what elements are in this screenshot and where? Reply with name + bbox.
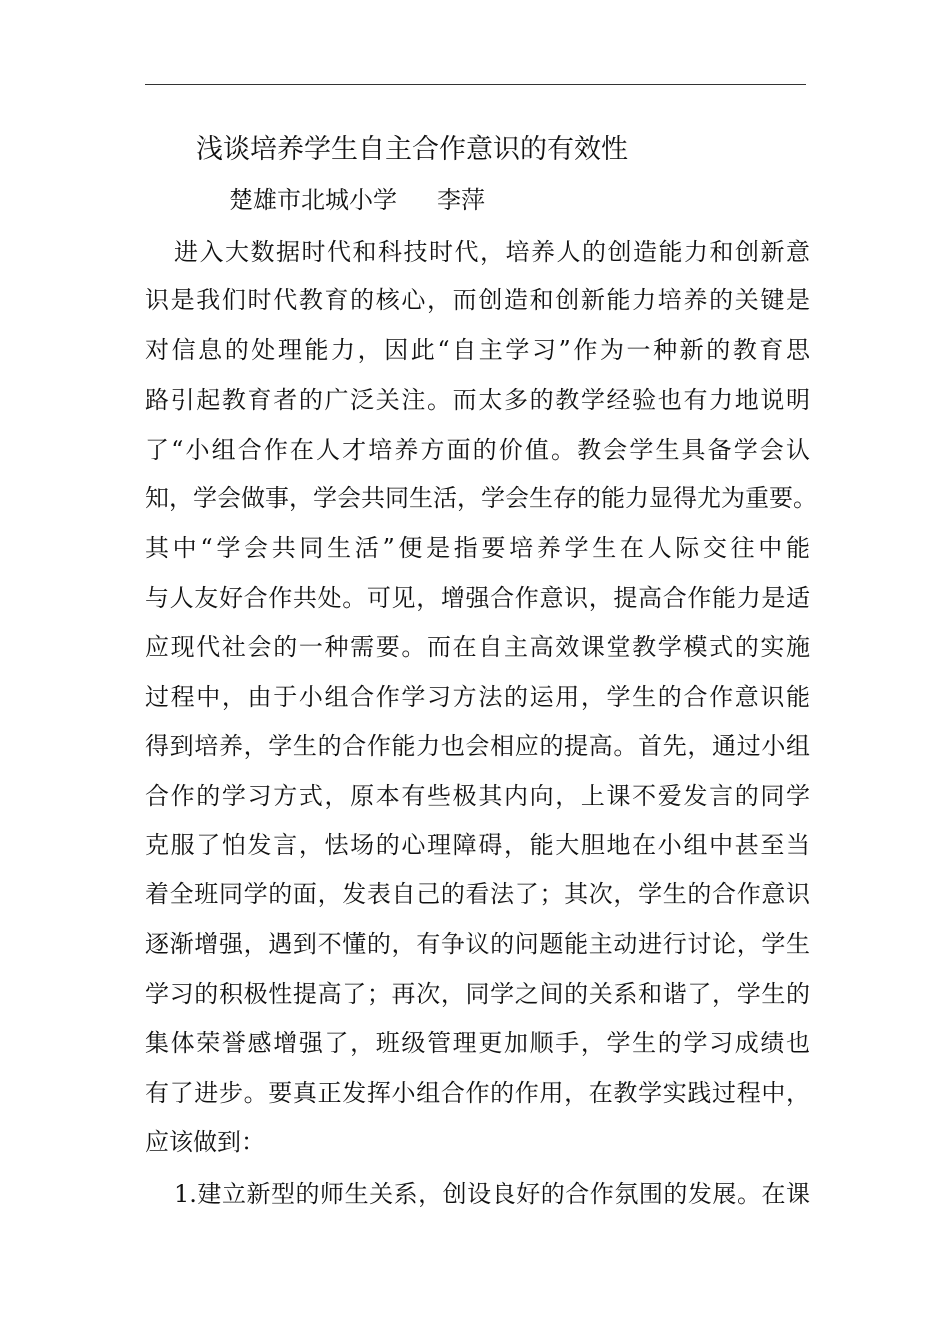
- body-line: 得到培养，学生的合作能力也会相应的提高。首先，通过小组: [145, 732, 810, 760]
- body-line: 其中“学会共同生活”便是指要培养学生在人际交往中能: [145, 534, 810, 562]
- school-name: 楚雄市北城小学: [229, 186, 397, 214]
- header-rule: [145, 84, 806, 85]
- body-line: 进入大数据时代和科技时代，培养人的创造能力和创新意: [174, 238, 810, 266]
- byline: [229, 180, 485, 220]
- body-line: 过程中，由于小组合作学习方法的运用，学生的合作意识能: [145, 683, 810, 711]
- body-line: 逐渐增强，遇到不懂的，有争议的问题能主动进行讨论，学生: [145, 930, 810, 958]
- body-line: 了“小组合作在人才培养方面的价值。教会学生具备学会认: [145, 436, 810, 464]
- body-line: 知，学会做事，学会共同生活，学会生存的能力显得尤为重要。: [145, 484, 817, 512]
- document-title: 浅谈培养学生自主合作意识的有效性: [196, 134, 628, 165]
- body-line: 克服了怕发言，怯场的心理障碍，能大胆地在小组中甚至当: [145, 831, 810, 859]
- body-line: 与人友好合作共处。可见，增强合作意识，提高合作能力是适: [145, 584, 810, 612]
- body-line: 识是我们时代教育的核心，而创造和创新能力培养的关键是: [145, 286, 810, 314]
- body-line: 有了进步。要真正发挥小组合作的作用，在教学实践过程中，: [145, 1079, 810, 1107]
- body-line: 应该做到：: [145, 1128, 265, 1156]
- body-line: 集体荣誉感增强了，班级管理更加顺手，学生的学习成绩也: [145, 1029, 810, 1057]
- body-line: 1.建立新型的师生关系，创设良好的合作氛围的发展。在课: [174, 1180, 810, 1208]
- body-line: 路引起教育者的广泛关注。而太多的教学经验也有力地说明: [145, 386, 810, 414]
- body-line: 对信息的处理能力，因此“自主学习”作为一种新的教育思: [145, 336, 810, 364]
- body-line: 学习的积极性提高了；再次，同学之间的关系和谐了，学生的: [145, 980, 810, 1008]
- body-line: 应现代社会的一种需要。而在自主高效课堂教学模式的实施: [145, 633, 810, 661]
- body-line: 着全班同学的面，发表自己的看法了；其次，学生的合作意识: [145, 880, 810, 908]
- body-line: 合作的学习方式，原本有些极其内向，上课不爱发言的同学: [145, 782, 810, 810]
- author-name: 李萍: [437, 186, 485, 214]
